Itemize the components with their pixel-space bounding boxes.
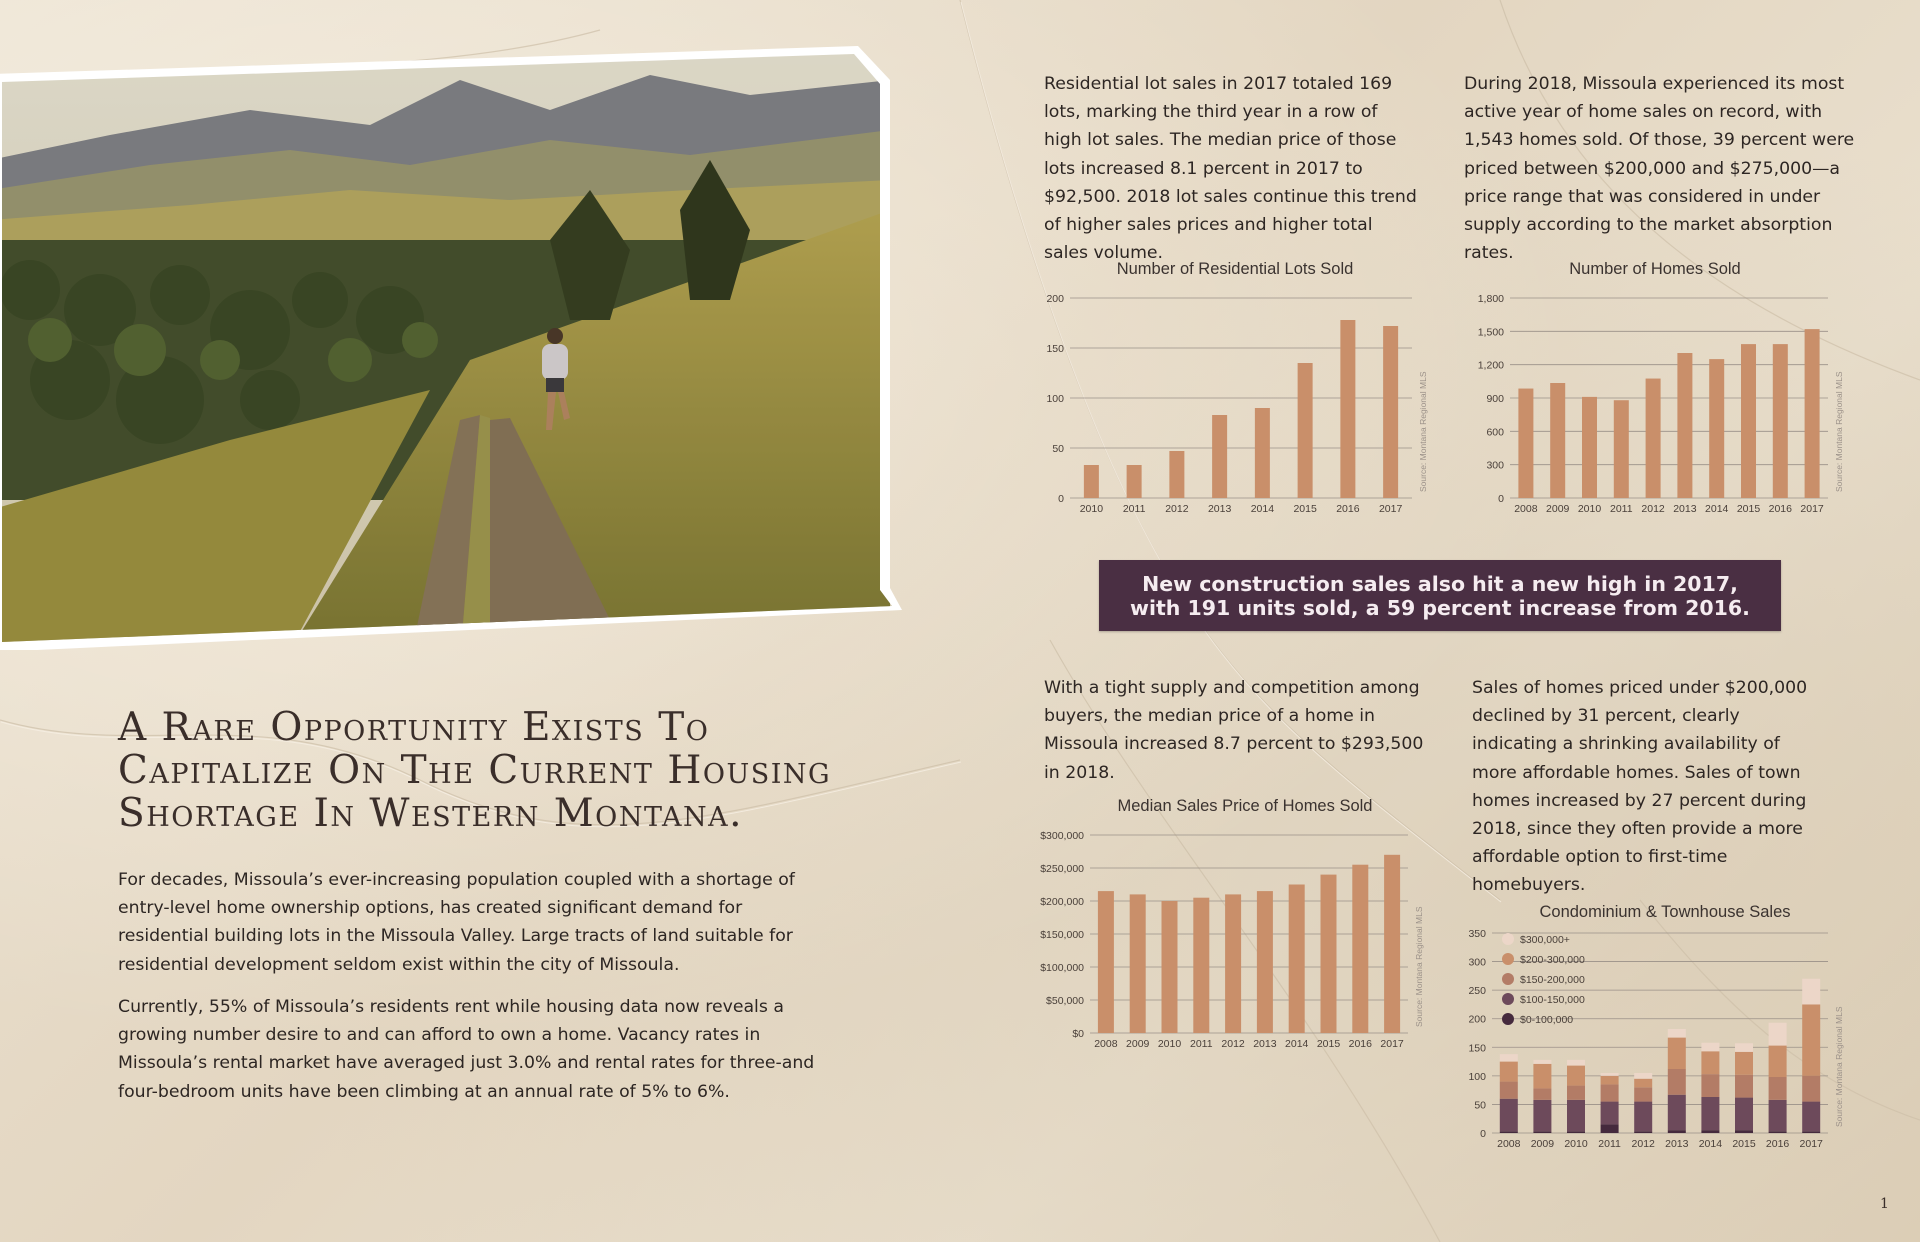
x-tick-label: 2014 bbox=[1250, 503, 1275, 515]
bar-segment bbox=[1533, 1060, 1551, 1064]
bar bbox=[1582, 397, 1597, 498]
x-tick-label: 2013 bbox=[1673, 503, 1697, 515]
legend-swatch bbox=[1502, 973, 1514, 985]
x-tick-label: 2012 bbox=[1631, 1138, 1655, 1150]
y-tick-label: 150 bbox=[1468, 1042, 1486, 1055]
y-tick-label: 0 bbox=[1480, 1128, 1486, 1140]
bar-segment bbox=[1634, 1073, 1652, 1079]
bar-segment bbox=[1668, 1069, 1686, 1095]
bar-segment bbox=[1500, 1062, 1518, 1082]
bar-segment bbox=[1500, 1131, 1518, 1133]
bar-segment bbox=[1500, 1054, 1518, 1061]
bar-segment bbox=[1701, 1097, 1719, 1130]
x-tick-label: 2012 bbox=[1165, 503, 1189, 515]
bar bbox=[1225, 894, 1241, 1033]
y-tick-label: 200 bbox=[1046, 293, 1064, 305]
bar-segment bbox=[1601, 1073, 1619, 1076]
lots-paragraph: Residential lot sales in 2017 totaled 169 lots, marking the third year in a row of high lot sales. The median price of those lots increased 8.1 percent in 2017 to $92,500. 2018 lot sales continue this trend of higher sales prices and higher total sales volume. bbox=[1044, 74, 1417, 264]
bar-segment bbox=[1533, 1088, 1551, 1099]
bar-segment bbox=[1668, 1038, 1686, 1069]
bar bbox=[1384, 855, 1400, 1033]
bar bbox=[1518, 389, 1533, 498]
y-tick-label: 300 bbox=[1486, 459, 1504, 472]
legend-label: $300,000+ bbox=[1520, 934, 1570, 946]
bar-segment bbox=[1769, 1046, 1787, 1077]
intro-paragraph: For decades, Missoula’s ever-increasing population coupled with a shortage of entry-level home ownership options, has created significant demand for residential building lots in the Missoula Valley. Large tracts of land suitable for residential development seldom exist within the city of Missoula. bbox=[118, 870, 795, 975]
y-tick-label: 1,200 bbox=[1477, 359, 1504, 372]
x-tick-label: 2008 bbox=[1497, 1138, 1521, 1150]
y-tick-label: 50 bbox=[1052, 443, 1064, 455]
y-tick-label: $150,000 bbox=[1040, 929, 1084, 941]
bar-segment bbox=[1634, 1079, 1652, 1088]
bar-segment bbox=[1701, 1074, 1719, 1097]
x-tick-label: 2014 bbox=[1698, 1138, 1723, 1150]
bar-segment bbox=[1601, 1124, 1619, 1133]
y-tick-label: $250,000 bbox=[1040, 863, 1084, 875]
x-tick-label: 2009 bbox=[1126, 1038, 1150, 1050]
x-tick-label: 2017 bbox=[1380, 1038, 1404, 1050]
x-tick-label: 2017 bbox=[1800, 503, 1824, 515]
lots-chart-title: Number of Residential Lots Sold bbox=[1116, 260, 1354, 278]
bar-segment bbox=[1533, 1064, 1551, 1089]
source-label: Source: Montana Regional MLS bbox=[1834, 1006, 1844, 1127]
x-tick-label: 2013 bbox=[1253, 1038, 1277, 1050]
y-tick-label: 250 bbox=[1468, 985, 1486, 998]
bar bbox=[1550, 383, 1565, 498]
x-tick-label: 2016 bbox=[1348, 1038, 1372, 1050]
page-headline: A Rare Opportunity Exists To Capitalize On The Current Housing Shortage In Western Montana. bbox=[118, 705, 832, 836]
homes-chart-title: Number of Homes Sold bbox=[1569, 260, 1741, 278]
bar bbox=[1614, 400, 1629, 498]
x-tick-label: 2009 bbox=[1530, 1138, 1555, 1150]
y-tick-label: $200,000 bbox=[1040, 896, 1084, 908]
bar-segment bbox=[1802, 979, 1820, 1005]
legend-swatch bbox=[1502, 933, 1514, 945]
x-tick-label: 2013 bbox=[1665, 1138, 1689, 1150]
bar bbox=[1773, 344, 1788, 498]
y-tick-label: 0 bbox=[1498, 493, 1504, 505]
bar-segment bbox=[1701, 1130, 1719, 1133]
bar-segment bbox=[1802, 1004, 1820, 1075]
y-tick-label: 100 bbox=[1046, 393, 1064, 405]
x-tick-label: 2015 bbox=[1736, 503, 1761, 515]
bar-segment bbox=[1567, 1131, 1585, 1133]
source-label: Source: Montana Regional MLS bbox=[1414, 906, 1424, 1027]
x-tick-label: 2016 bbox=[1336, 503, 1360, 515]
x-tick-label: 2015 bbox=[1293, 503, 1317, 515]
bar bbox=[1677, 353, 1692, 498]
homes-sold-chart bbox=[1460, 290, 1850, 520]
bar-segment bbox=[1533, 1131, 1551, 1133]
lots-sold-chart bbox=[1040, 290, 1430, 520]
legend-swatch bbox=[1502, 953, 1514, 965]
bar bbox=[1340, 320, 1355, 498]
rental-paragraph: Currently, 55% of Missoula’s residents rent while housing data now reveals a growing number desire to and can afford to own a home. Vacancy rates in Missoula’s rental market have averaged just 3.0% and rental rates for three-and four-bedroom units have been climbing at an annual rate of 5% to 6%. bbox=[118, 997, 815, 1102]
x-tick-label: 2008 bbox=[1514, 503, 1538, 515]
y-tick-label: $100,000 bbox=[1040, 962, 1084, 974]
legend-label: $200-300,000 bbox=[1520, 954, 1585, 966]
bar bbox=[1298, 363, 1313, 498]
bar-segment bbox=[1601, 1076, 1619, 1085]
callout-line-1: New construction sales also hit a new high in 2017, bbox=[1142, 571, 1738, 596]
bar-segment bbox=[1533, 1100, 1551, 1131]
bar-segment bbox=[1769, 1023, 1787, 1046]
x-tick-label: 2010 bbox=[1564, 1138, 1588, 1150]
bar bbox=[1098, 891, 1114, 1033]
bar-segment bbox=[1735, 1052, 1753, 1075]
bar-segment bbox=[1668, 1095, 1686, 1130]
legend-label: $0-100,000 bbox=[1520, 1014, 1574, 1026]
y-tick-label: $300,000 bbox=[1040, 830, 1084, 842]
median-chart-title: Median Sales Price of Homes Sold bbox=[1117, 797, 1373, 815]
legend-label: $150-200,000 bbox=[1520, 974, 1585, 986]
bar-segment bbox=[1601, 1102, 1619, 1125]
x-tick-label: 2016 bbox=[1768, 503, 1792, 515]
under200-paragraph: Sales of homes priced under $200,000 declined by 31 percent, clearly indicating a shrinking availability of more affordable homes. Sales of town homes increased by 27 percent during 2018, since they often provide a more affordable option to first-time homebuyers. bbox=[1472, 678, 1808, 896]
median-paragraph: With a tight supply and competition among buyers, the median price of a home in Missoula increased 8.7 percent to $293,500 in 2018. bbox=[1044, 678, 1424, 783]
bar-segment bbox=[1802, 1102, 1820, 1132]
bar bbox=[1162, 901, 1178, 1033]
bar-segment bbox=[1668, 1029, 1686, 1038]
y-tick-label: 200 bbox=[1468, 1013, 1486, 1026]
bar-segment bbox=[1567, 1086, 1585, 1100]
bar bbox=[1169, 451, 1184, 498]
x-tick-label: 2010 bbox=[1577, 503, 1602, 515]
bar bbox=[1352, 865, 1368, 1033]
x-tick-label: 2014 bbox=[1285, 1038, 1309, 1050]
source-label: Source: Montana Regional MLS bbox=[1834, 371, 1844, 492]
x-tick-label: 2008 bbox=[1094, 1038, 1118, 1050]
bar bbox=[1127, 465, 1142, 498]
trail-runner-photo bbox=[0, 40, 910, 650]
bar-segment bbox=[1567, 1066, 1585, 1086]
x-tick-label: 2009 bbox=[1546, 503, 1570, 515]
x-tick-label: 2011 bbox=[1122, 503, 1146, 515]
bar-segment bbox=[1735, 1043, 1753, 1052]
x-tick-label: 2015 bbox=[1732, 1138, 1756, 1150]
callout-line-2: with 191 units sold, a 59 percent increase from 2016. bbox=[1130, 595, 1750, 620]
bar bbox=[1130, 894, 1146, 1033]
bar-segment bbox=[1634, 1131, 1652, 1133]
bar bbox=[1383, 326, 1398, 498]
y-tick-label: 50 bbox=[1474, 1099, 1486, 1112]
bar bbox=[1212, 415, 1227, 498]
y-tick-label: 1,800 bbox=[1477, 293, 1504, 305]
y-tick-label: $0 bbox=[1072, 1028, 1084, 1040]
bar-segment bbox=[1802, 1076, 1820, 1102]
bar-segment bbox=[1634, 1102, 1652, 1132]
y-tick-label: 300 bbox=[1468, 956, 1486, 969]
x-tick-label: 2012 bbox=[1221, 1038, 1245, 1050]
legend-label: $100-150,000 bbox=[1520, 994, 1585, 1006]
legend-swatch bbox=[1502, 993, 1514, 1005]
bar-segment bbox=[1601, 1084, 1619, 1101]
x-tick-label: 2017 bbox=[1378, 503, 1403, 515]
y-tick-label: 100 bbox=[1468, 1070, 1486, 1083]
x-tick-label: 2017 bbox=[1799, 1138, 1823, 1150]
bar-segment bbox=[1701, 1043, 1719, 1052]
bar-segment bbox=[1500, 1082, 1518, 1099]
bar bbox=[1257, 891, 1273, 1033]
bar-segment bbox=[1701, 1051, 1719, 1074]
homes-paragraph: During 2018, Missoula experienced its most active year of home sales on record, with 1,543 homes sold. Of those, 39 percent were priced between $200,000 and $275,000—a price range that was considered in under supply according to the market absorption rates. bbox=[1464, 74, 1855, 264]
x-tick-label: 2011 bbox=[1190, 1038, 1213, 1050]
condo-townhouse-chart bbox=[1460, 925, 1850, 1165]
y-tick-label: 350 bbox=[1468, 928, 1486, 940]
bar bbox=[1289, 885, 1305, 1034]
y-tick-label: 600 bbox=[1486, 426, 1504, 439]
source-label: Source: Montana Regional MLS bbox=[1418, 371, 1428, 492]
bar bbox=[1709, 359, 1724, 498]
bar bbox=[1805, 329, 1820, 498]
y-tick-label: $50,000 bbox=[1046, 995, 1084, 1007]
bar bbox=[1321, 875, 1337, 1033]
bar-segment bbox=[1735, 1130, 1753, 1133]
bar-segment bbox=[1769, 1131, 1787, 1133]
bar bbox=[1193, 898, 1209, 1033]
y-tick-label: 0 bbox=[1058, 493, 1064, 505]
y-tick-label: 1,500 bbox=[1477, 326, 1504, 339]
x-tick-label: 2012 bbox=[1641, 503, 1665, 515]
bar-segment bbox=[1769, 1100, 1787, 1131]
condo-chart-title: Condominium & Townhouse Sales bbox=[1539, 903, 1791, 921]
y-tick-label: 900 bbox=[1486, 393, 1504, 405]
legend-swatch bbox=[1502, 1013, 1514, 1025]
bar-segment bbox=[1802, 1131, 1820, 1133]
bar-segment bbox=[1735, 1075, 1753, 1098]
x-tick-label: 2014 bbox=[1705, 503, 1729, 515]
bar bbox=[1646, 379, 1661, 498]
x-tick-label: 2013 bbox=[1207, 503, 1232, 515]
bar-segment bbox=[1769, 1077, 1787, 1100]
x-tick-label: 2011 bbox=[1610, 503, 1633, 515]
x-tick-label: 2010 bbox=[1157, 1038, 1182, 1050]
bar-segment bbox=[1735, 1098, 1753, 1131]
bar-segment bbox=[1668, 1130, 1686, 1133]
bar bbox=[1255, 408, 1270, 498]
bar-segment bbox=[1634, 1087, 1652, 1101]
x-tick-label: 2015 bbox=[1316, 1038, 1341, 1050]
bar-segment bbox=[1567, 1060, 1585, 1066]
y-tick-label: 150 bbox=[1046, 343, 1064, 355]
x-tick-label: 2011 bbox=[1598, 1138, 1621, 1150]
bar-segment bbox=[1567, 1100, 1585, 1131]
x-tick-label: 2010 bbox=[1079, 503, 1104, 515]
bar bbox=[1741, 344, 1756, 498]
new-construction-callout bbox=[1099, 560, 1781, 631]
bar bbox=[1084, 465, 1099, 498]
median-price-chart bbox=[1040, 825, 1430, 1055]
page-number: 1 bbox=[1880, 1196, 1889, 1212]
bar-segment bbox=[1500, 1099, 1518, 1132]
x-tick-label: 2016 bbox=[1765, 1138, 1790, 1150]
